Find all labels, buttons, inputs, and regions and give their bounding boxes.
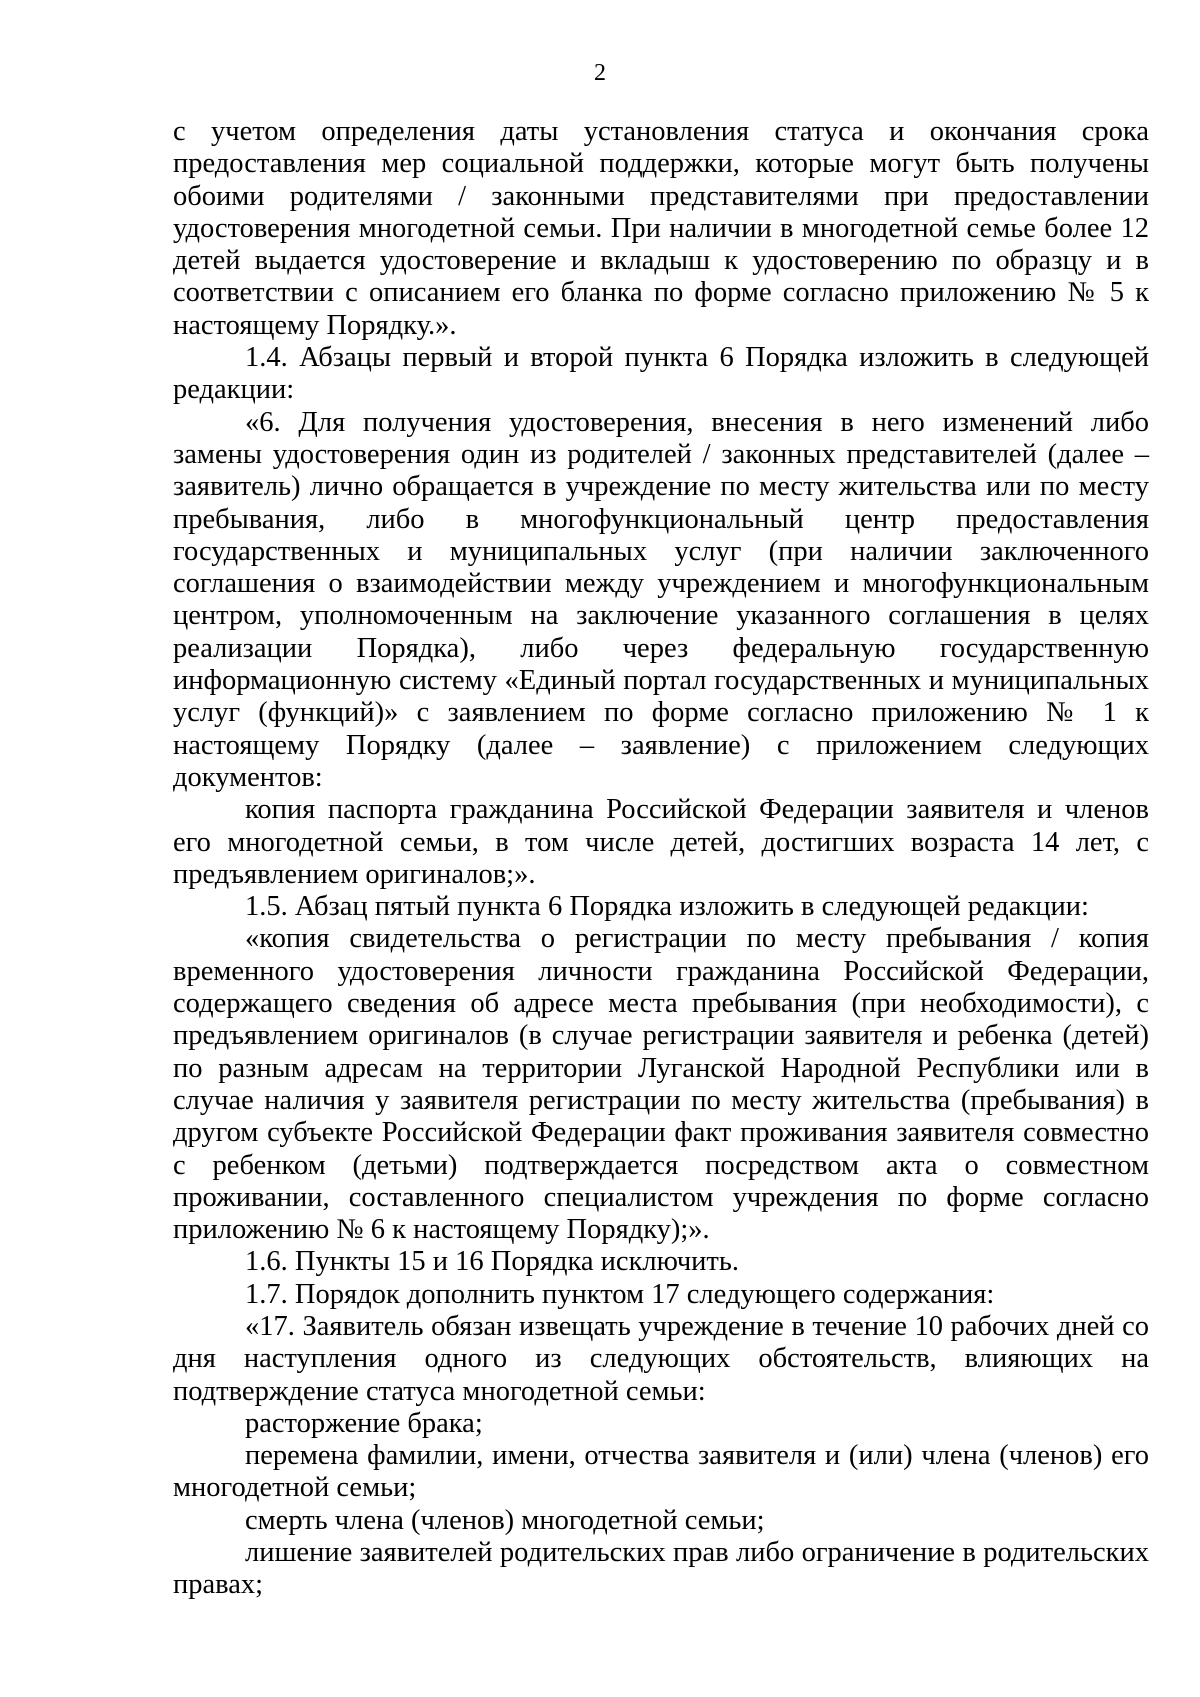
paragraph-item-6: «6. Для получения удостоверения, внесения в него изменений либо замены удостоверения один из родителей / законных представителей (далее – заявитель) лично обращается в учреждение по месту жительства или по месту пребывания, либо в многофункциональный центр предоставления государственных и муниципальных услуг (при наличии заключенного соглашения о взаимодействии между учреждением и многофункциональным центром, уполномоченным на заключение указанного соглашения в целях реализации Порядка), либо через федеральную государственную информационную систему «Единый портал государственных и муниципальных услуг (функций)» с заявлением по форме согласно приложению № 1 к настоящему Порядку (далее – заявление) с приложением следующих документов: — [173, 406, 1149, 793]
paragraph-1-4: 1.4. Абзацы первый и второй пункта 6 Порядка изложить в следующей редакции: — [173, 342, 1149, 406]
paragraph-continuation: с учетом определения даты установления статуса и окончания срока предоставления мер социальной поддержки, которые могут быть получены обоими родителями / законными представителями при предоставлении удостоверения многодетной семьи. При наличии в многодетной семье более 12 детей выдается удостоверение и вкладыш к удостоверению по образцу и в соответствии с описанием его бланка по форме согласно приложению № 5 к настоящему Порядку.». — [173, 116, 1149, 341]
document-body — [173, 116, 1149, 1602]
list-item-name-change: перемена фамилии, имени, отчества заявителя и (или) члена (членов) его многодетной семьи; — [173, 1440, 1149, 1504]
paragraph-1-6: 1.6. Пункты 15 и 16 Порядка исключить. — [245, 1246, 740, 1278]
paragraph-item-17: «17. Заявитель обязан извещать учреждение в течение 10 рабочих дней со дня наступления одного из следующих обстоятельств, влияющих на подтверждение статуса многодетной семьи: — [173, 1310, 1149, 1407]
paragraph-registration-copy: «копия свидетельства о регистрации по месту пребывания / копия временного удостоверения личности гражданина Российской Федерации, содержащего сведения об адресе места пребывания (при необходимости), с предъявлением оригиналов (в случае регистрации заявителя и ребенка (детей) по разным адресам на территории Луганской Народной Республики или в случае наличия у заявителя регистрации по месту жительства (пребывания) в другом субъекте Российской Федерации факт проживания заявителя совместно с ребенком (детьми) подтверждается посредством акта о совместном проживании, составленного специалистом учреждения по форме согласно приложению № 6 к настоящему Порядку);». — [173, 923, 1149, 1246]
page-number: 2 — [594, 60, 606, 86]
paragraph-passport-copy: копия паспорта гражданина Российской Федерации заявителя и членов его многодетной семьи, в том числе детей, достигших возраста 14 лет, с предъявлением оригиналов;». — [173, 794, 1149, 890]
list-item-divorce: расторжение брака; — [245, 1407, 483, 1439]
paragraph-1-5: 1.5. Абзац пятый пункта 6 Порядка изложить в следующей редакции: — [245, 891, 1089, 923]
list-item-death: смерть члена (членов) многодетной семьи; — [245, 1504, 765, 1536]
paragraph-1-7: 1.7. Порядок дополнить пунктом 17 следующего содержания: — [245, 1278, 995, 1310]
list-item-parental-rights: лишение заявителей родительских прав либо ограничение в родительских правах; — [173, 1537, 1149, 1601]
